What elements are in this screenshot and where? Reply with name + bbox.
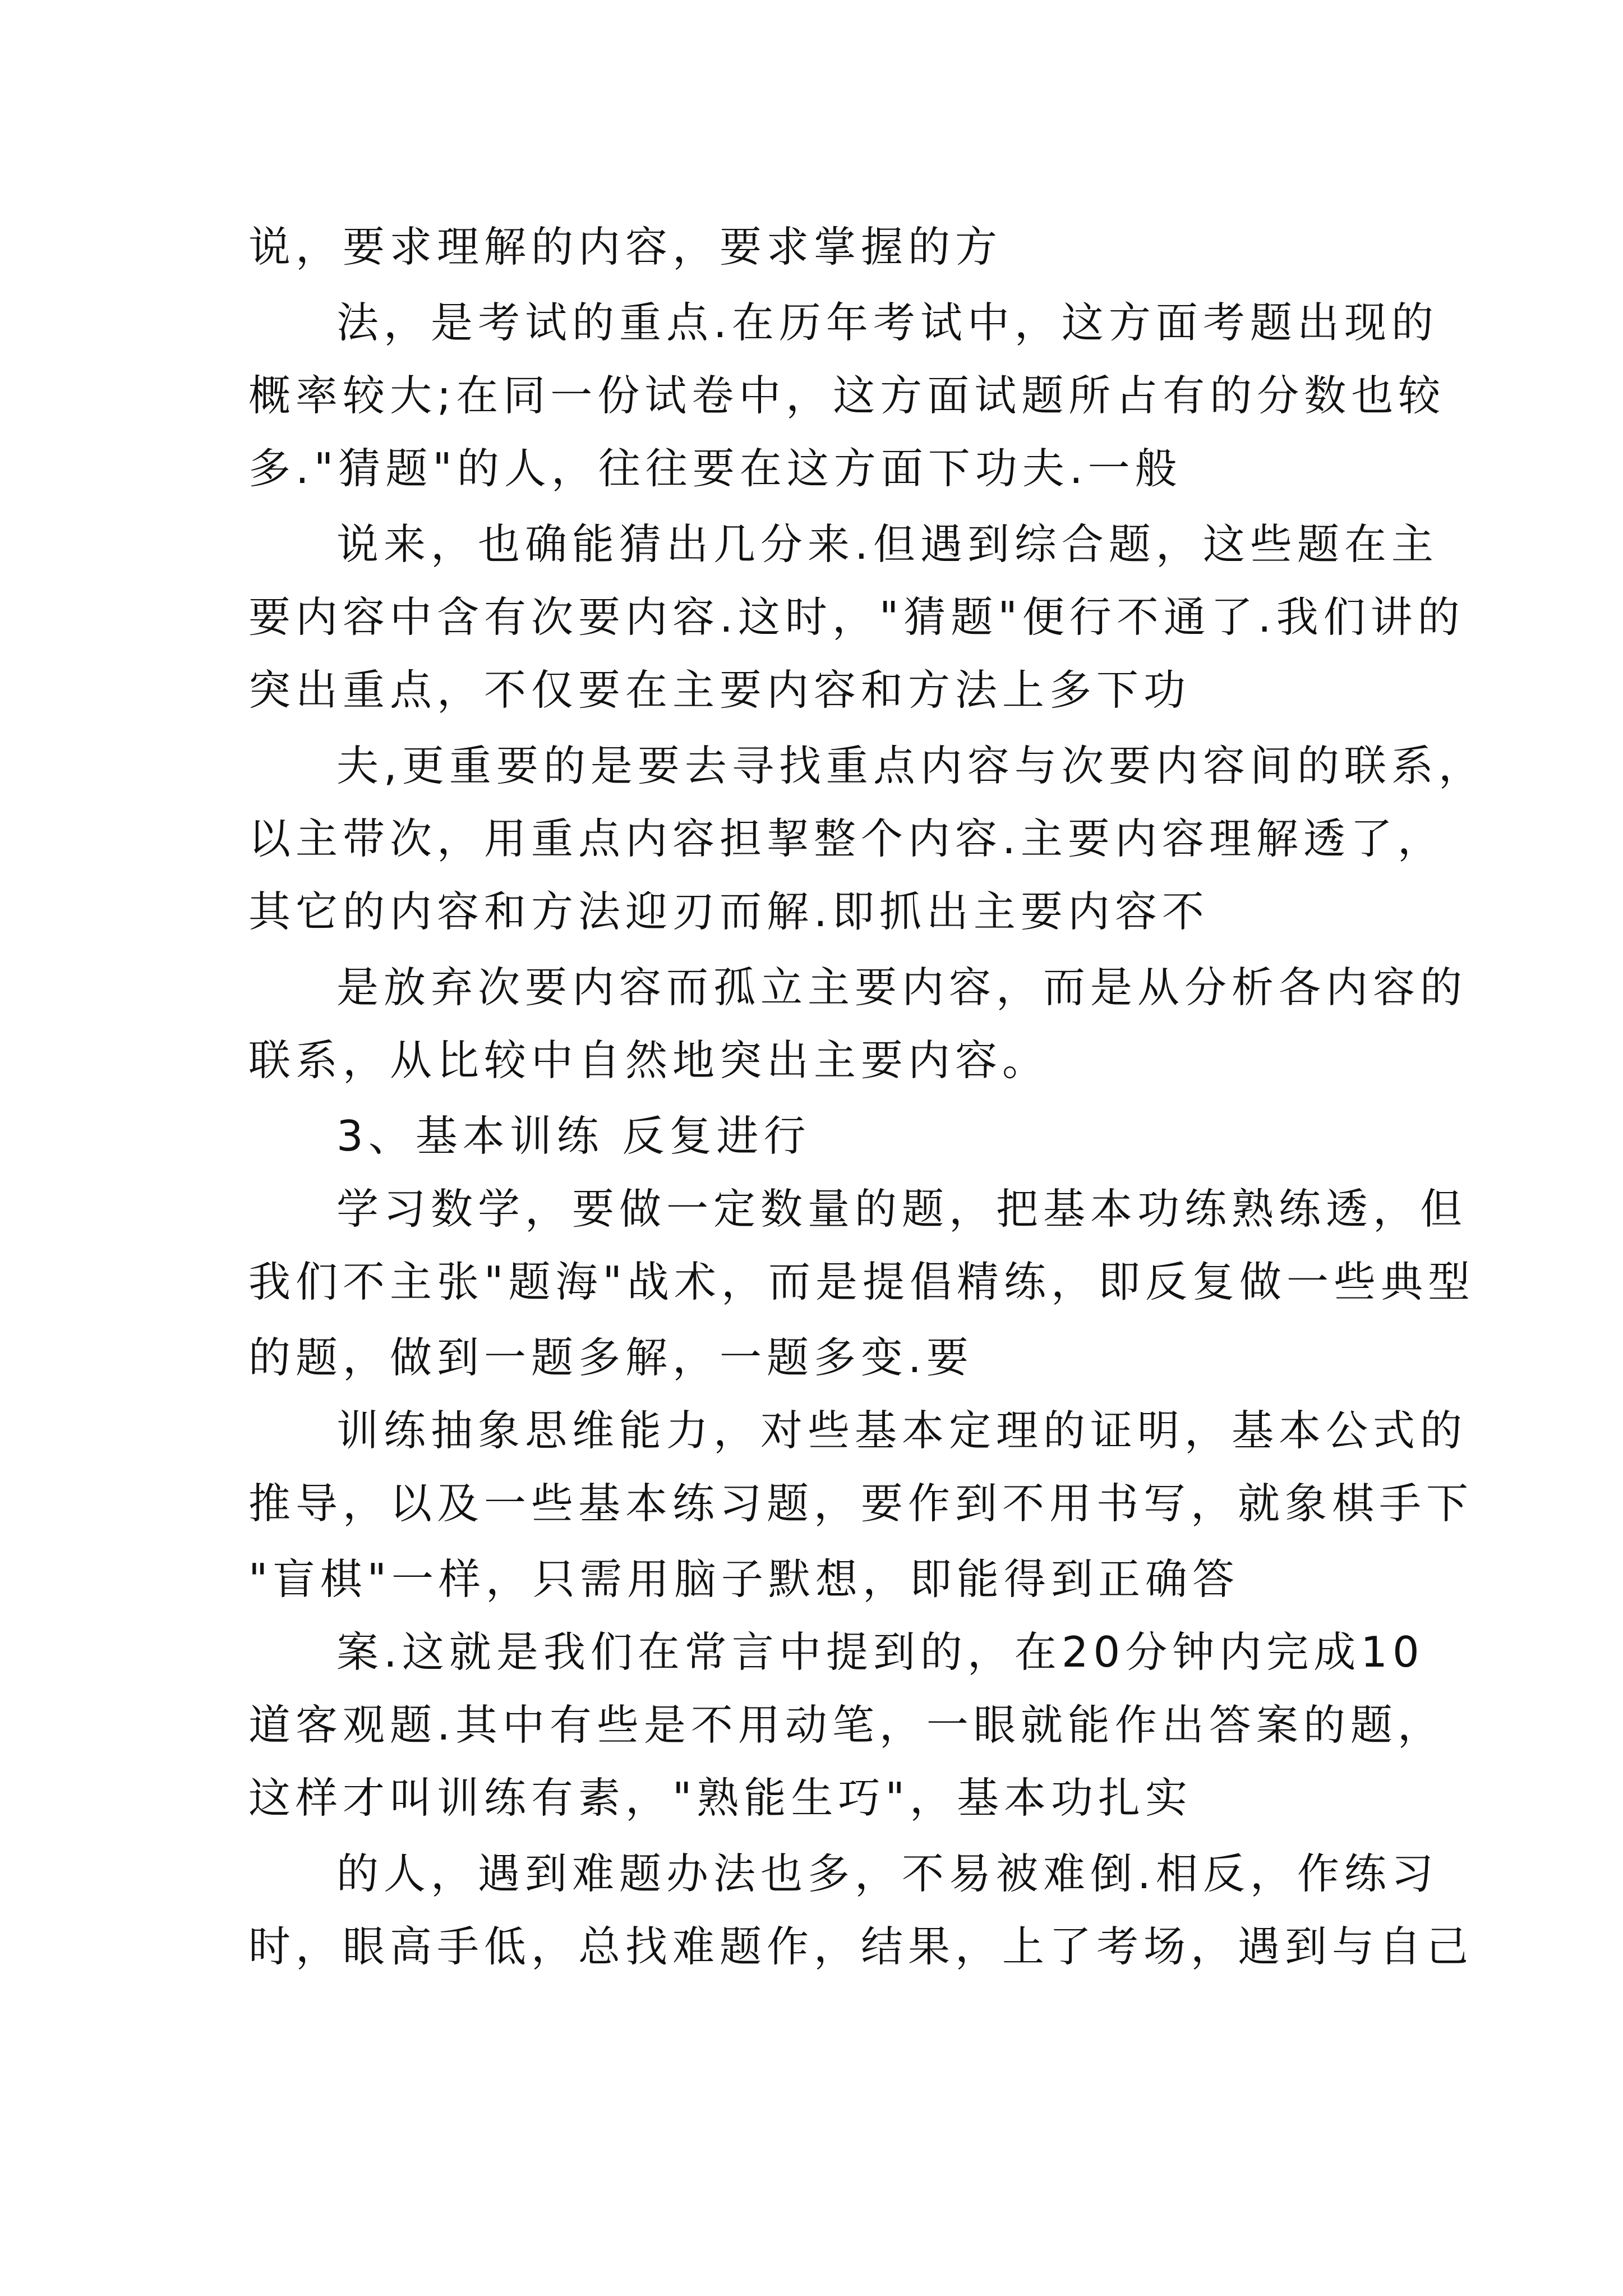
text-line: 时，眼高手低，总找难题作，结果，上了考场，遇到与自己	[248, 1922, 1474, 1971]
text-line: 多."猜题"的人，往往要在这方面下功夫.一般	[248, 444, 1182, 493]
text-line: 说来，也确能猜出几分来.但遇到综合题，这些题在主	[336, 519, 1438, 569]
text-line: 概率较大;在同一份试卷中，这方面试题所占有的分数也较	[248, 371, 1446, 420]
text-line: 训练抽象思维能力，对些基本定理的证明，基本公式的	[336, 1406, 1468, 1455]
text-line: 法，是考试的重点.在历年考试中，这方面考题出现的	[336, 298, 1438, 347]
text-line: 我们不主张"题海"战术，而是提倡精练，即反复做一些典型	[248, 1257, 1475, 1306]
text-line: 这样才叫训练有素，"熟能生巧"，基本功扎实	[248, 1773, 1192, 1823]
text-line: 学习数学，要做一定数量的题，把基本功练熟练透，但	[336, 1184, 1468, 1234]
text-line: 以主带次，用重点内容担挈整个内容.主要内容理解透了，	[248, 814, 1445, 863]
text-line: 道客观题.其中有些是不用动笔，一眼就能作出答案的题，	[248, 1700, 1445, 1750]
text-line: 其它的内容和方法迎刃而解.即抓出主要内容不	[248, 887, 1209, 936]
section-heading: 3、基本训练 反复进行	[336, 1111, 811, 1161]
text-line: 是放弃次要内容而孤立主要内容，而是从分析各内容的	[336, 963, 1468, 1012]
text-line: "盲棋"一样，只需用脑子默想，即能得到正确答	[248, 1554, 1239, 1604]
text-line: 的人，遇到难题办法也多，不易被难倒.相反，作练习	[336, 1849, 1438, 1898]
text-line: 的题，做到一题多解，一题多变.要	[248, 1333, 974, 1382]
text-line: 要内容中含有次要内容.这时，"猜题"便行不通了.我们讲的	[248, 592, 1465, 642]
text-line: 夫,更重要的是要去寻找重点内容与次要内容间的联系，	[336, 741, 1486, 790]
text-line: 突出重点，不仅要在主要内容和方法上多下功	[248, 665, 1191, 715]
text-line: 案.这就是我们在常言中提到的，在20分钟内完成10	[336, 1627, 1424, 1677]
text-line: 说，要求理解的内容，要求掌握的方	[248, 222, 1003, 272]
text-line: 推导，以及一些基本练习题，要作到不用书写，就象棋手下	[248, 1479, 1474, 1528]
text-line: 联系，从比较中自然地突出主要内容。	[248, 1036, 1050, 1085]
